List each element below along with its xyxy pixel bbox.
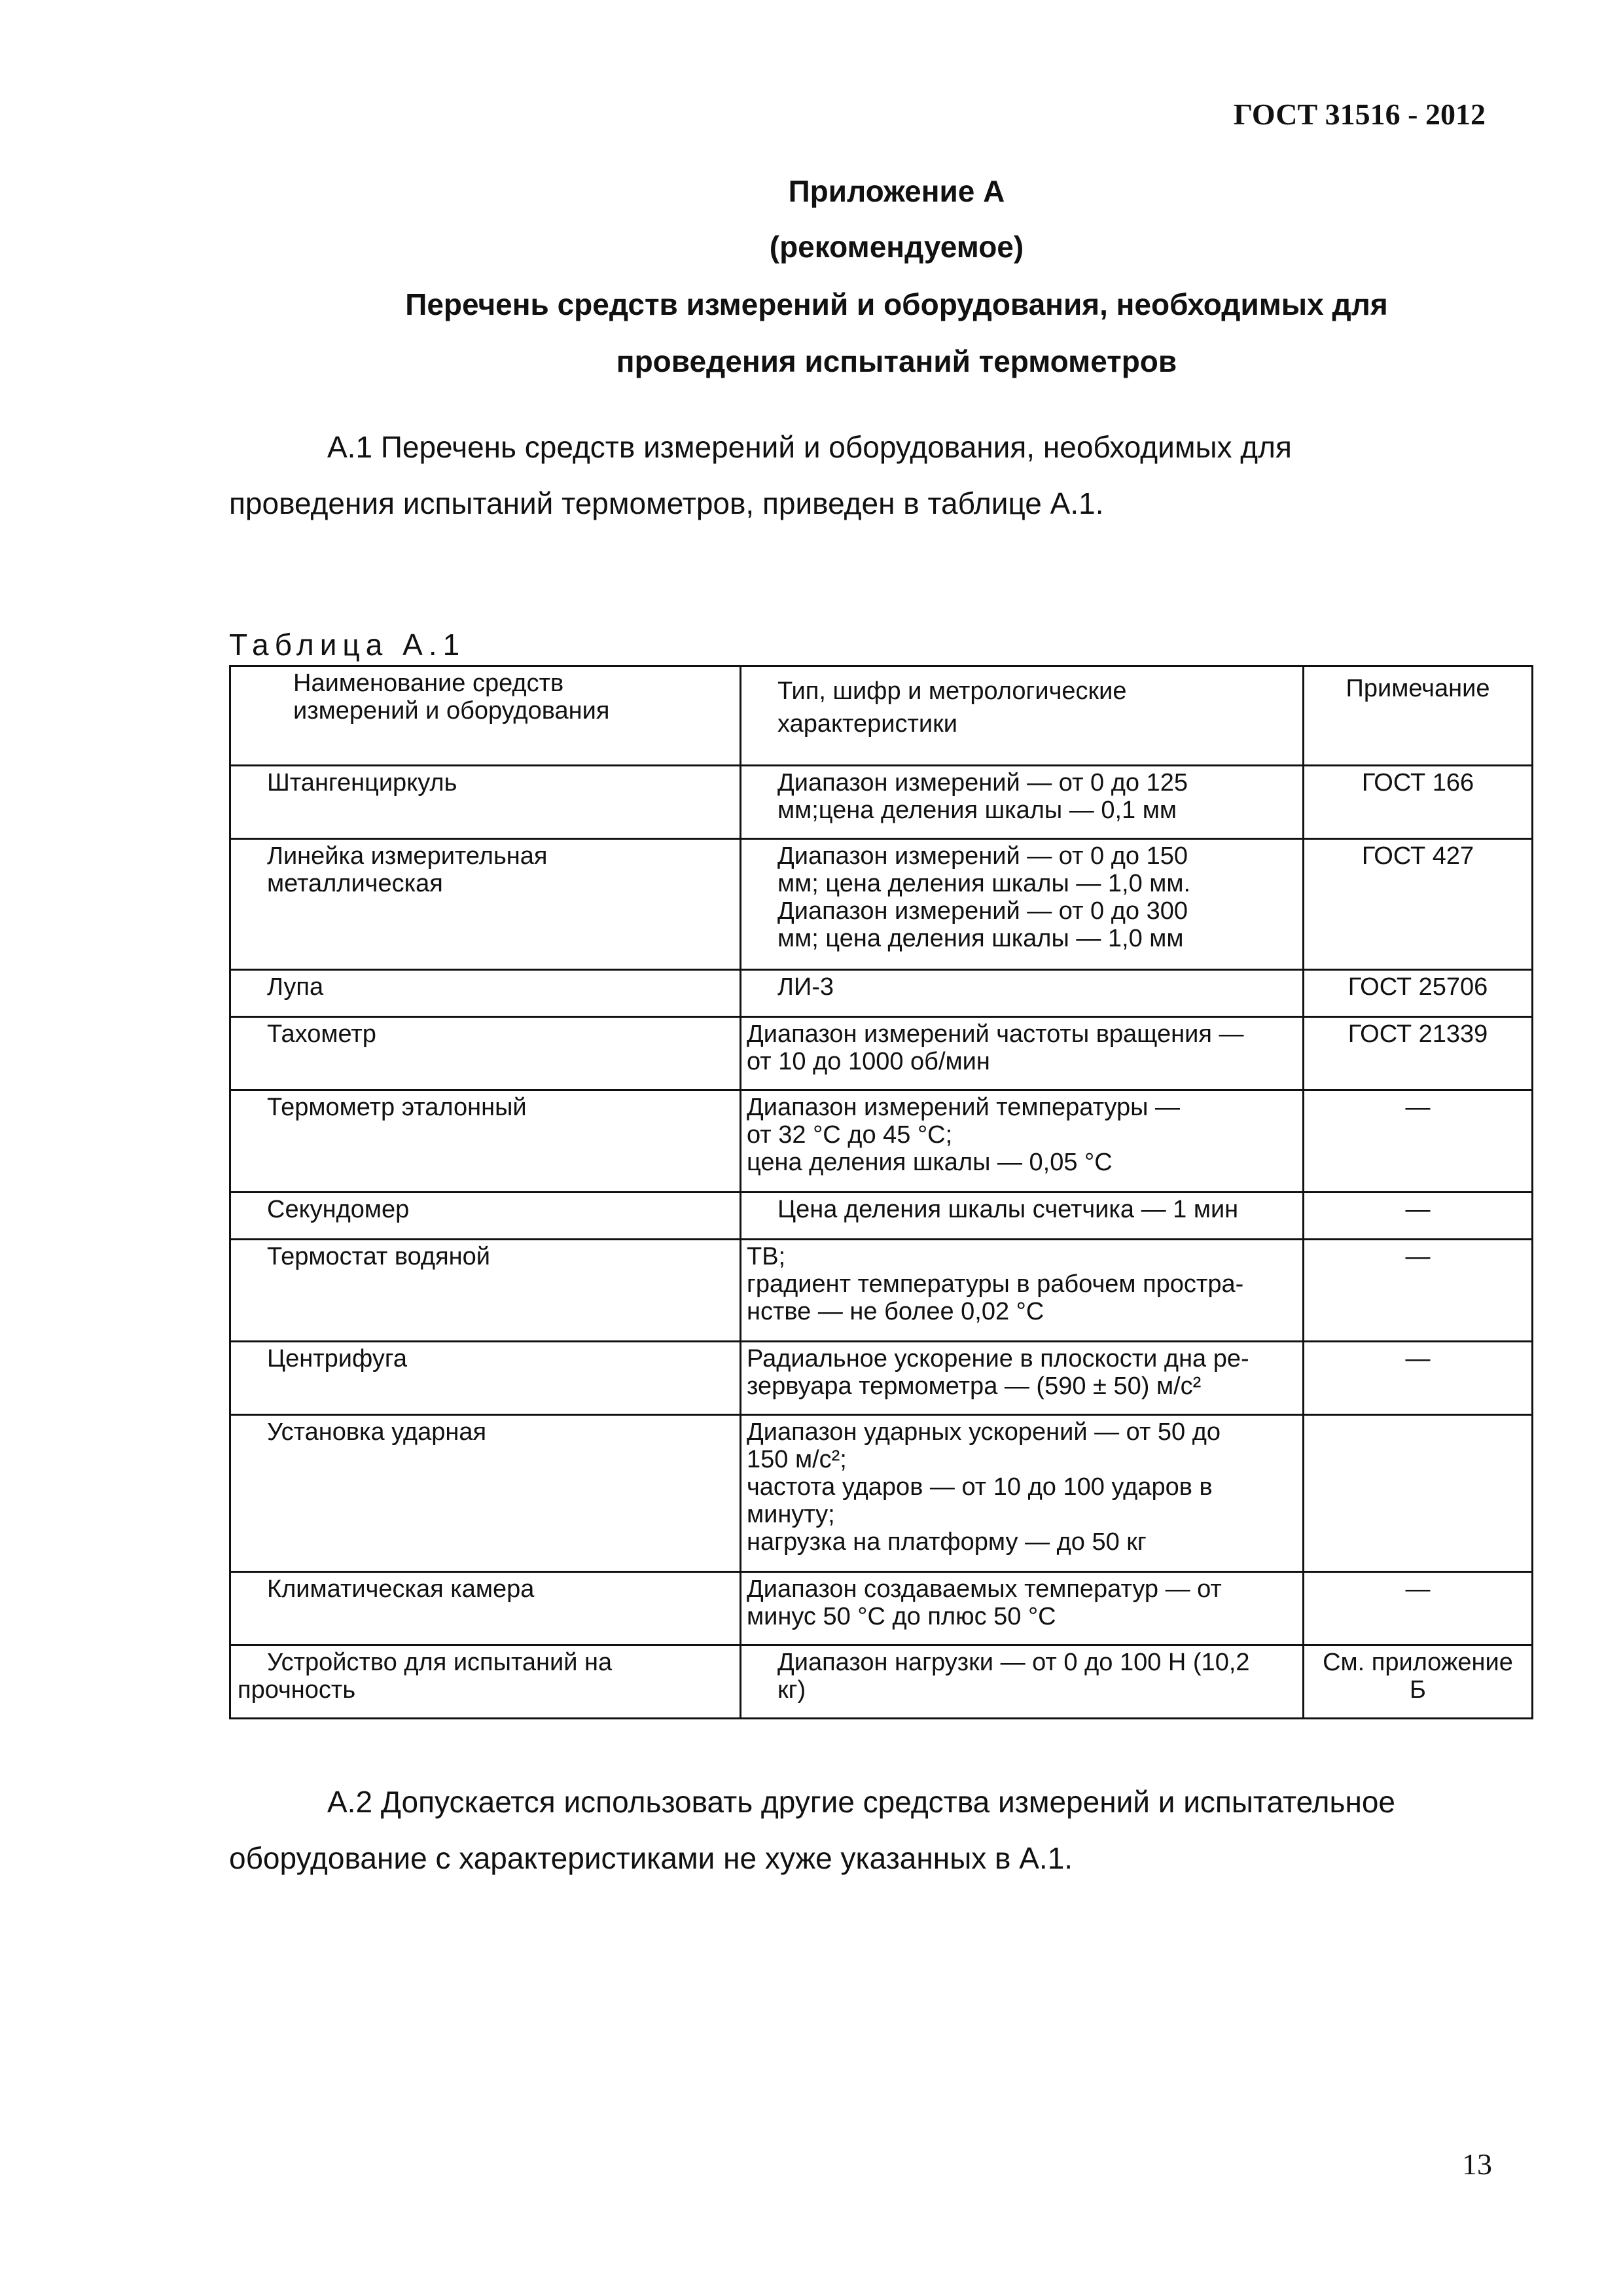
spec-cell <box>741 1415 1304 1572</box>
name-cell <box>230 970 741 1017</box>
header-name-line: Наименование средств <box>293 670 564 697</box>
table-row <box>230 1193 1533 1240</box>
spec-line: нагрузка на платформу — до 50 кг <box>747 1528 1147 1556</box>
equipment-table <box>229 665 1533 1719</box>
name-line: Тахометр <box>267 1020 376 1048</box>
page-number: 13 <box>1462 2147 1492 2181</box>
spec-line: частота ударов — от 10 до 100 ударов в <box>747 1473 1213 1501</box>
spec-cell <box>741 766 1304 839</box>
header-name-cell <box>230 666 741 766</box>
name-line: Устройство для испытаний на <box>267 1649 613 1676</box>
spec-line: мм; цена деления шкалы — 1,0 мм <box>777 925 1184 952</box>
note-line: — <box>1405 1345 1431 1372</box>
spec-line: Диапазон измерений — от 0 до 125 <box>777 769 1188 797</box>
name-line: Термостат водяной <box>267 1243 490 1270</box>
note-cell <box>1304 1090 1533 1193</box>
spec-line: цена деления шкалы — 0,05 °С <box>747 1149 1113 1176</box>
note-line: ГОСТ 166 <box>1361 769 1474 797</box>
header-note: Примечание <box>1346 675 1490 702</box>
spec-line: Цена деления шкалы счетчика — 1 мин <box>777 1196 1239 1223</box>
standard-number: ГОСТ 31516 - 2012 <box>1233 98 1486 131</box>
spec-line: мм; цена деления шкалы — 1,0 мм. <box>777 870 1191 897</box>
paragraph-a1 <box>229 419 1505 531</box>
note-cell <box>1304 839 1533 970</box>
name-line: металлическая <box>267 870 443 897</box>
table-row <box>230 1572 1533 1645</box>
note-line: ГОСТ 25706 <box>1347 973 1488 1001</box>
spec-line: ЛИ-3 <box>777 973 834 1001</box>
spec-cell <box>741 1572 1304 1645</box>
table-header-row <box>230 666 1533 766</box>
spec-line: Диапазон создаваемых температур — от <box>747 1575 1222 1603</box>
spec-cell <box>741 970 1304 1017</box>
note-line: Б <box>1410 1676 1426 1704</box>
table-row <box>230 970 1533 1017</box>
spec-line: ТВ; <box>747 1243 786 1270</box>
section-title-line1: Перечень средств измерений и оборудования, необходимых для <box>405 287 1388 321</box>
paragraph-a2-line2: оборудование с характеристиками не хуже указанных в А.1. <box>229 1841 1073 1875</box>
spec-line: от 10 до 1000 об/мин <box>747 1048 990 1075</box>
name-cell <box>230 1572 741 1645</box>
note-cell <box>1304 1342 1533 1415</box>
spec-line: Радиальное ускорение в плоскости дна ре- <box>747 1345 1249 1372</box>
name-line: Климатическая камера <box>267 1575 535 1603</box>
table-caption: Таблица А.1 <box>229 628 466 662</box>
name-line: Секундомер <box>267 1196 410 1223</box>
appendix-title: Приложение А <box>788 174 1005 208</box>
spec-line: Диапазон нагрузки — от 0 до 100 Н (10,2 <box>777 1649 1250 1676</box>
header-spec-cell <box>741 666 1304 766</box>
spec-line: Диапазон измерений температуры — <box>747 1094 1181 1121</box>
note-line: — <box>1405 1575 1431 1603</box>
spec-cell <box>741 1193 1304 1240</box>
name-cell <box>230 1342 741 1415</box>
table-row <box>230 1240 1533 1342</box>
note-cell <box>1304 1240 1533 1342</box>
spec-line: нстве — не более 0,02 °С <box>747 1298 1044 1325</box>
name-cell <box>230 1415 741 1572</box>
spec-line: 150 м/с²; <box>747 1446 847 1473</box>
spec-cell <box>741 1240 1304 1342</box>
note-line: — <box>1405 1243 1431 1270</box>
spec-line: Диапазон ударных ускорений — от 50 до <box>747 1418 1221 1446</box>
note-cell <box>1304 970 1533 1017</box>
appendix-status: (рекомендуемое) <box>769 230 1024 264</box>
paragraph-a1-line2: проведения испытаний термометров, приведен в таблице А.1. <box>229 486 1104 520</box>
header-spec-line: Тип, шифр и метрологические <box>777 677 1127 705</box>
name-cell <box>230 766 741 839</box>
header-note-cell <box>1304 666 1533 766</box>
paragraph-a1-line1: А.1 Перечень средств измерений и оборудования, необходимых для <box>327 430 1292 464</box>
spec-line: Диапазон измерений — от 0 до 150 <box>777 842 1188 870</box>
paragraph-a2 <box>229 1774 1505 1886</box>
spec-cell <box>741 1017 1304 1090</box>
name-line: прочность <box>238 1676 356 1704</box>
name-cell <box>230 1017 741 1090</box>
name-cell <box>230 1090 741 1193</box>
spec-line: мм;цена деления шкалы — 0,1 мм <box>777 797 1177 824</box>
name-line: Центрифуга <box>267 1345 407 1372</box>
note-line: ГОСТ 21339 <box>1347 1020 1488 1048</box>
note-line: — <box>1405 1094 1431 1121</box>
spec-line: зервуара термометра — (590 ± 50) м/с² <box>747 1372 1202 1400</box>
spec-line: градиент температуры в рабочем простра- <box>747 1270 1244 1298</box>
name-line: Линейка измерительная <box>267 842 548 870</box>
name-line: Термометр эталонный <box>267 1094 527 1121</box>
table-row <box>230 1415 1533 1572</box>
note-line: См. приложение <box>1323 1649 1513 1676</box>
note-cell <box>1304 1017 1533 1090</box>
note-cell <box>1304 1572 1533 1645</box>
spec-line: кг) <box>777 1676 806 1704</box>
name-line: Штангенциркуль <box>267 769 457 797</box>
name-line: Установка ударная <box>267 1418 487 1446</box>
spec-line: минус 50 °С до плюс 50 °С <box>747 1603 1056 1630</box>
name-cell <box>230 1193 741 1240</box>
table-row <box>230 839 1533 970</box>
table-row <box>230 1017 1533 1090</box>
spec-line: Диапазон измерений частоты вращения — <box>747 1020 1244 1048</box>
name-cell <box>230 1645 741 1719</box>
table-row <box>230 1645 1533 1719</box>
spec-cell <box>741 1342 1304 1415</box>
table-row <box>230 1342 1533 1415</box>
paragraph-a2-line1: А.2 Допускается использовать другие средства измерений и испытательное <box>327 1785 1396 1819</box>
table-row <box>230 766 1533 839</box>
note-cell <box>1304 1645 1533 1719</box>
note-cell <box>1304 1193 1533 1240</box>
spec-cell <box>741 1090 1304 1193</box>
spec-cell <box>741 839 1304 970</box>
header-spec-line: характеристики <box>777 710 957 738</box>
name-line: Лупа <box>267 973 324 1001</box>
name-cell <box>230 1240 741 1342</box>
spec-line: от 32 °С до 45 °С; <box>747 1121 953 1149</box>
spec-line: минуту; <box>747 1501 835 1528</box>
note-line: — <box>1405 1196 1431 1223</box>
spec-line: Диапазон измерений — от 0 до 300 <box>777 897 1188 925</box>
name-cell <box>230 839 741 970</box>
table-row <box>230 1090 1533 1193</box>
section-title-line2: проведения испытаний термометров <box>616 344 1177 378</box>
spec-cell <box>741 1645 1304 1719</box>
note-line: ГОСТ 427 <box>1361 842 1474 870</box>
header-name-line: измерений и оборудования <box>293 697 610 725</box>
note-cell <box>1304 766 1533 839</box>
note-cell <box>1304 1415 1533 1572</box>
